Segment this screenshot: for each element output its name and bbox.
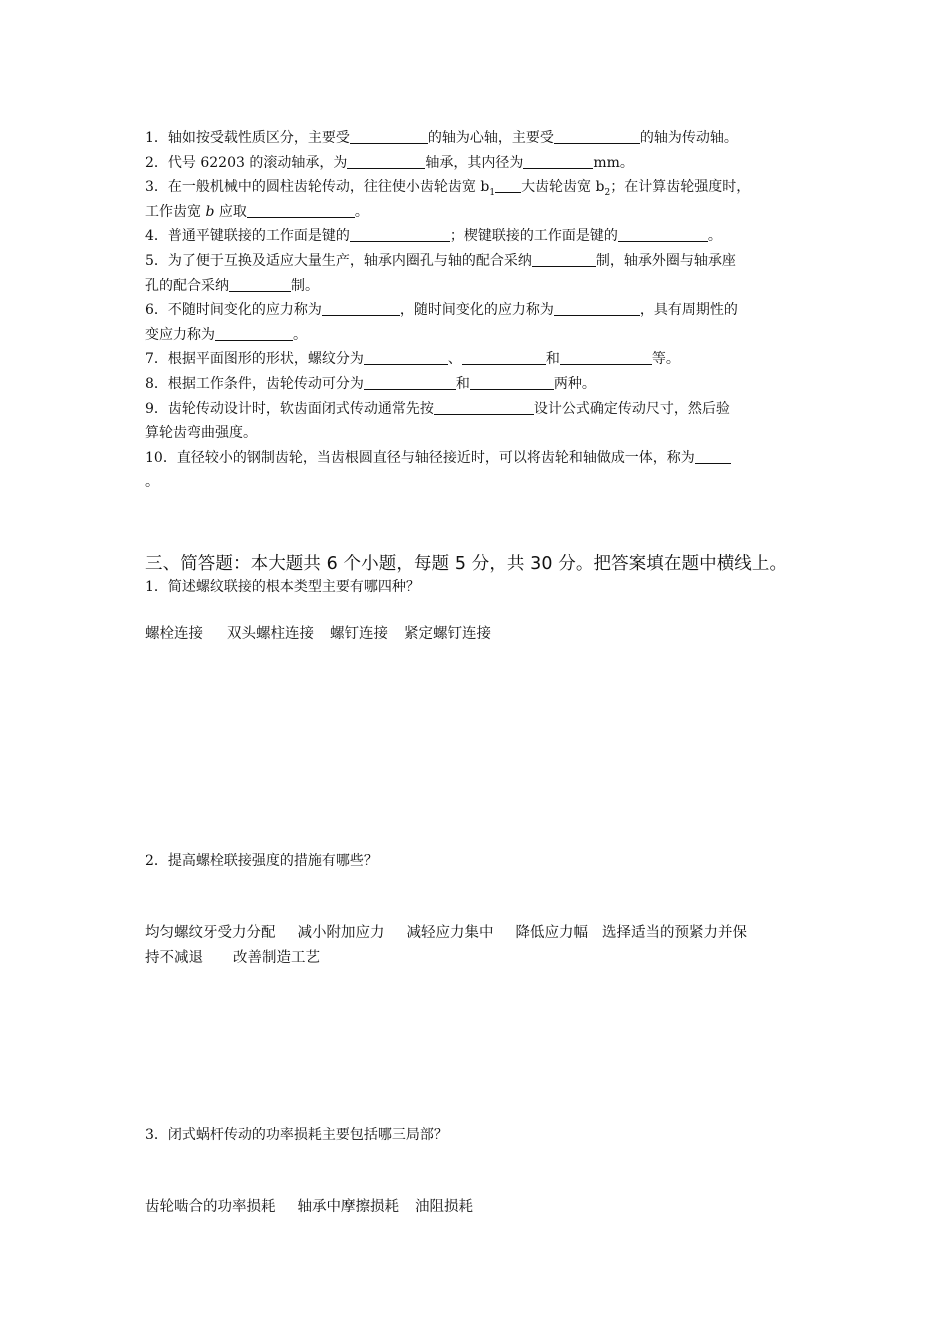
question-text: ，具有周期性的 [639, 302, 738, 319]
question-3 [145, 175, 815, 200]
question-text: 8．根据工作条件，齿轮传动可分为 [145, 375, 364, 392]
question-2 [145, 151, 815, 176]
answer-blank [229, 277, 291, 292]
answer-text: 均匀螺纹牙受力分配 [145, 925, 276, 941]
answer-blank [523, 154, 593, 169]
answer-text: 选择适当的预紧力并保 [602, 925, 747, 941]
answer-text: 持不减退 [145, 949, 203, 966]
answer-blank [532, 252, 596, 267]
question-text: ；楔键联接的工作面是键的 [449, 228, 618, 245]
answer-text: 减轻应力集中 [406, 925, 494, 941]
question-4 [145, 224, 815, 249]
subscript: 2 [604, 187, 611, 198]
short-answer-1 [145, 622, 491, 647]
answer-blank [364, 375, 456, 390]
question-text: ；在计算齿轮强度时， [610, 179, 751, 196]
answer-blank [322, 301, 400, 316]
question-text: 设计公式确定传动尺寸，然后验 [533, 400, 730, 417]
question-5 [145, 249, 815, 274]
question-9 [145, 397, 815, 422]
question-text: 6．不随时间变化的应力称为 [145, 302, 322, 319]
answer-blank [695, 449, 731, 464]
answer-blank [462, 350, 546, 365]
question-text: 。 [293, 326, 307, 343]
question-text: 7．根据平面图形的形状，螺纹分为 [145, 351, 364, 368]
answer-text: 齿轮啮合的功率损耗 [145, 1199, 276, 1215]
variable-b: b [205, 203, 215, 220]
question-text: 的轴为传动轴。 [639, 130, 738, 146]
question-text: ，随时间变化的应力称为 [399, 302, 554, 319]
question-9-cont [145, 421, 815, 446]
question-text: 算轮齿弯曲强度。 [145, 425, 257, 442]
question-text: 3．在一般机械中的圆柱齿轮传动，往往使小齿轮齿宽 b [145, 179, 490, 196]
answer-text: 轴承中摩擦损耗 [297, 1199, 399, 1215]
question-text: 4．普通平键联接的工作面是键的 [145, 228, 350, 245]
answer-blank [618, 227, 708, 242]
answer-blank [350, 227, 450, 242]
fill-in-questions [145, 126, 815, 495]
question-text: 、 [447, 351, 462, 368]
answer-text: 紧定螺钉连接 [404, 626, 491, 642]
question-10 [145, 446, 815, 471]
answer-blank [470, 375, 554, 390]
answer-text: 降低应力幅 [515, 925, 588, 941]
answer-blank [347, 154, 425, 169]
short-answer-question-3: 3．闭式蜗杆传动的功率损耗主要包括哪三局部？ [145, 1127, 448, 1143]
question-text: 工作齿宽 [145, 203, 206, 220]
subscript: 1 [489, 187, 496, 198]
question-text: 9．齿轮传动设计时，软齿面闭式传动通常先按 [145, 400, 434, 417]
answer-blank [560, 350, 652, 365]
answer-text: 螺栓连接 [145, 626, 203, 642]
answer-text: 油阻损耗 [415, 1199, 473, 1215]
question-text: 应取 [214, 203, 247, 220]
question-text: mm。 [593, 154, 634, 171]
section-title: 三、简答题：本大题共 6 个小题，每题 5 分，共 30 分。把答案填在题中横线上。 [145, 554, 788, 574]
question-text: 制，轴承外圈与轴承座 [595, 252, 736, 269]
question-text: 10．直径较小的钢制齿轮，当齿根圆直径与轴径接近时，可以将齿轮和轴做成一体，称为 [145, 449, 695, 466]
question-6-cont [145, 323, 815, 348]
answer-blank [554, 301, 640, 316]
question-7 [145, 347, 815, 372]
question-text: 的轴为心轴，主要受 [427, 130, 554, 146]
question-text: 。 [354, 203, 369, 220]
answer-text: 螺钉连接 [330, 626, 388, 642]
short-answer-question-2: 2．提高螺栓联接强度的措施有哪些？ [145, 853, 378, 869]
question-6 [145, 298, 815, 323]
answer-blank [364, 350, 448, 365]
question-text: 孔的配合采纳 [145, 277, 229, 294]
question-text: 。 [145, 474, 159, 491]
answer-blank [247, 203, 355, 218]
short-answer-question-1: 1．简述螺纹联接的根本类型主要有哪四种？ [145, 579, 420, 595]
question-text: 两种。 [553, 375, 596, 392]
question-text: 大齿轮齿宽 b [521, 179, 605, 196]
question-text: 5．为了便于互换及适应大量生产，轴承内圈孔与轴的配合采纳 [145, 252, 532, 269]
question-text: 轴承，其内径为 [425, 154, 524, 171]
answer-blank [350, 129, 428, 144]
answer-blank [495, 178, 521, 193]
question-text: 1．轴如按受载性质区分，主要受 [145, 130, 350, 146]
question-3-cont [145, 200, 815, 225]
question-text: 和 [455, 375, 470, 392]
question-text: 。 [707, 228, 722, 245]
answer-blank [215, 326, 293, 341]
answer-text: 双头螺柱连接 [227, 626, 314, 642]
question-text: 和 [545, 351, 560, 368]
answer-blank [554, 129, 640, 144]
question-text: 2．代号 62203 的滚动轴承，为 [145, 154, 348, 171]
question-8 [145, 372, 815, 397]
question-text: 等。 [651, 351, 680, 368]
question-10-cont [145, 470, 815, 495]
question-5-cont [145, 274, 815, 299]
answer-text: 改善制造工艺 [233, 949, 320, 966]
question-1 [145, 126, 815, 151]
short-answer-3 [145, 1195, 473, 1220]
answer-text: 减小附加应力 [297, 925, 385, 941]
answer-blank [434, 400, 534, 415]
question-text: 制。 [291, 277, 319, 294]
question-text: 变应力称为 [145, 326, 215, 343]
short-answer-2 [145, 921, 747, 970]
